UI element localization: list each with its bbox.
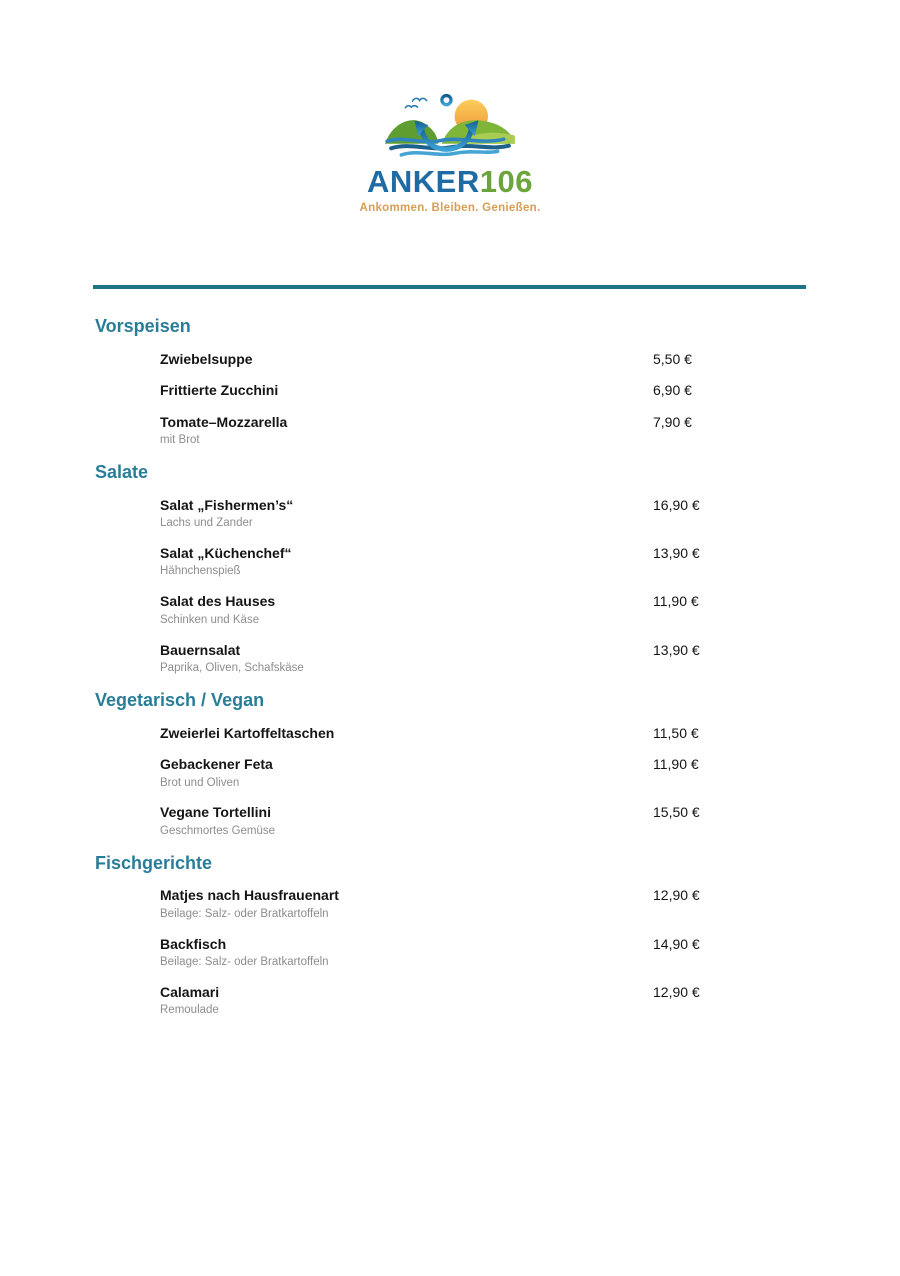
item-main <box>160 887 653 921</box>
item-name: Zwiebelsuppe <box>160 350 253 367</box>
item-main <box>160 414 653 448</box>
brand-tagline: Ankommen. Bleiben. Genießen. <box>359 202 541 214</box>
item-main <box>160 593 653 627</box>
item-main <box>160 642 653 676</box>
menu-item <box>95 756 806 790</box>
item-main <box>160 725 653 743</box>
section-title: Salate <box>95 461 149 482</box>
item-name: Backfisch <box>160 935 227 952</box>
item-main <box>160 497 653 531</box>
section-items <box>95 725 806 839</box>
item-main <box>160 382 653 400</box>
item-main <box>160 545 653 579</box>
item-name: Salat „Fishermen’s“ <box>160 496 294 513</box>
brand-wordmark <box>0 166 900 197</box>
item-desc: Brot und Oliven <box>160 776 240 789</box>
item-name: Salat des Hauses <box>160 593 276 610</box>
brand-number: 106 <box>479 164 533 199</box>
item-desc: Beilage: Salz- oder Bratkartoffeln <box>160 907 329 920</box>
menu <box>95 302 806 1018</box>
menu-item <box>95 887 806 921</box>
menu-section <box>95 316 806 448</box>
item-price: 11,90 € <box>653 593 699 610</box>
item-name: Tomate–Mozzarella <box>160 413 288 430</box>
menu-item <box>95 351 806 369</box>
item-desc: Hähnchenspieß <box>160 565 241 578</box>
section-title: Vegetarisch / Vegan <box>95 689 265 710</box>
item-desc: Paprika, Oliven, Schafskäse <box>160 662 304 675</box>
section-items <box>95 351 806 448</box>
birds-icon <box>405 98 426 107</box>
item-price: 11,90 € <box>653 756 699 773</box>
menu-item <box>95 984 806 1018</box>
item-name: Matjes nach Hausfrauenart <box>160 887 339 904</box>
item-price: 13,90 € <box>653 544 700 561</box>
menu-item <box>95 936 806 970</box>
item-price: 12,90 € <box>653 983 700 1000</box>
item-desc: Remoulade <box>160 1004 219 1017</box>
menu-item <box>95 545 806 579</box>
menu-item <box>95 804 806 838</box>
item-name: Calamari <box>160 983 220 1000</box>
section-items <box>95 887 806 1018</box>
item-desc: Lachs und Zander <box>160 517 253 530</box>
item-main <box>160 804 653 838</box>
item-main <box>160 351 653 369</box>
item-name: Bauernsalat <box>160 641 241 658</box>
item-desc: mit Brot <box>160 434 200 447</box>
menu-item <box>95 497 806 531</box>
section-items <box>95 497 806 676</box>
item-price: 12,90 € <box>653 887 700 904</box>
item-price: 16,90 € <box>653 496 700 513</box>
item-name: Frittierte Zucchini <box>160 382 279 399</box>
item-price: 15,50 € <box>653 804 700 821</box>
item-price: 7,90 € <box>653 413 692 430</box>
restaurant-logo <box>0 92 900 214</box>
menu-section <box>95 462 806 676</box>
menu-section <box>95 853 806 1019</box>
item-price: 5,50 € <box>653 350 692 367</box>
menu-item <box>95 593 806 627</box>
item-price: 6,90 € <box>653 382 692 399</box>
item-name: Vegane Tortellini <box>160 804 271 821</box>
item-price: 14,90 € <box>653 935 700 952</box>
item-main <box>160 936 653 970</box>
item-desc: Beilage: Salz- oder Bratkartoffeln <box>160 956 329 969</box>
item-price: 11,50 € <box>653 724 699 741</box>
logo-emblem-icon <box>384 92 516 163</box>
section-title: Vorspeisen <box>95 316 191 336</box>
item-price: 13,90 € <box>653 641 700 658</box>
item-main <box>160 756 653 790</box>
menu-item <box>95 725 806 743</box>
menu-section <box>95 690 806 839</box>
menu-item <box>95 642 806 676</box>
brand-name: ANKER <box>367 164 480 199</box>
divider-rule <box>93 285 806 289</box>
item-desc: Schinken und Käse <box>160 613 260 626</box>
menu-item <box>95 382 806 400</box>
item-name: Zweierlei Kartoffeltaschen <box>160 724 335 741</box>
item-name: Salat „Küchenchef“ <box>160 544 292 561</box>
item-name: Gebackener Feta <box>160 756 273 773</box>
item-desc: Geschmortes Gemüse <box>160 824 276 837</box>
menu-item <box>95 414 806 448</box>
section-title: Fischgerichte <box>95 852 213 873</box>
item-main <box>160 984 653 1018</box>
